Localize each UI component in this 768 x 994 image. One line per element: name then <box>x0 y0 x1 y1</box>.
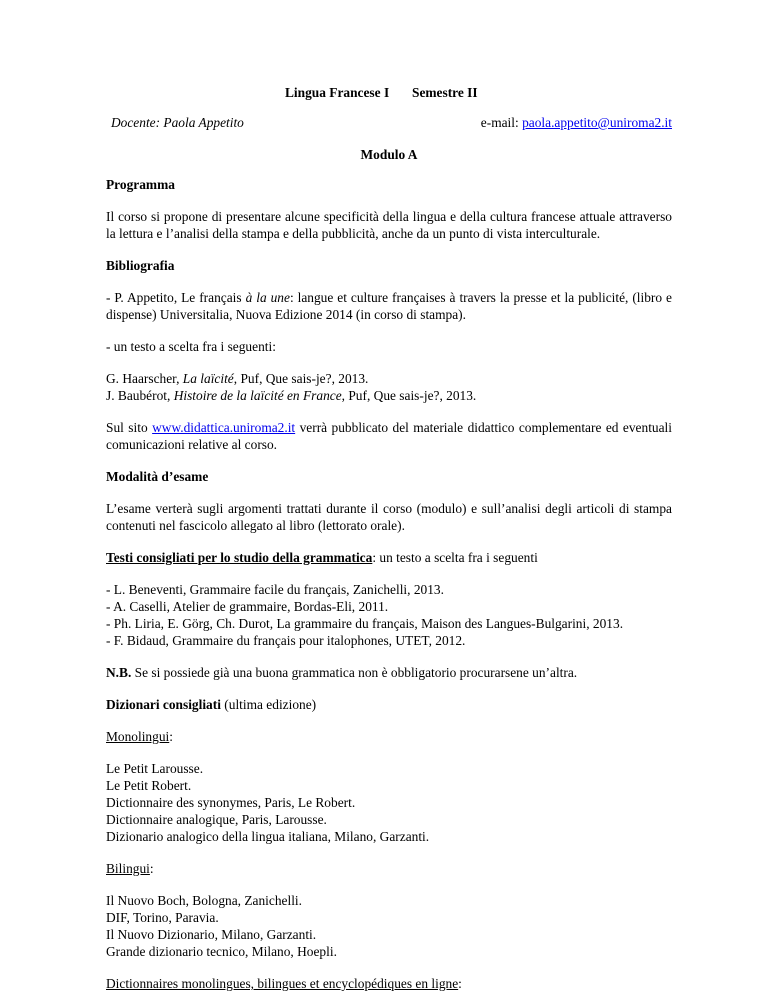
programma-heading: Programma <box>106 177 175 192</box>
grammatica-list <box>106 581 672 649</box>
list-item: - F. Bidaud, Grammaire du français pour italophones, UTET, 2012. <box>106 633 466 648</box>
ref-details: , Puf, Que sais-je?, 2013. <box>233 371 369 386</box>
site-link[interactable]: www.didattica.uniroma2.it <box>152 420 296 435</box>
dizionari-suffix: (ultima edizione) <box>220 697 317 712</box>
ref-details: , Puf, Que sais-je?, 2013. <box>341 388 477 403</box>
nb-label: N.B. <box>106 665 132 680</box>
bibliografia-choice: - un testo a scelta fra i seguenti: <box>106 339 276 354</box>
bibliografia-heading: Bibliografia <box>106 258 175 273</box>
course-header <box>106 84 672 102</box>
email-link[interactable]: paola.appetito@uniroma2.it <box>522 115 672 130</box>
dizionari-title: Dizionari consigliati <box>106 697 221 712</box>
nb-note <box>106 664 672 681</box>
monolingui-list <box>106 760 672 845</box>
list-item: - A. Caselli, Atelier de grammaire, Bordas-Eli, 2011. <box>106 599 389 614</box>
module-title: Modulo A <box>360 147 418 162</box>
bilingui-heading: Bilingui: <box>106 861 154 876</box>
grammatica-heading <box>106 549 672 566</box>
course-title: Lingua Francese I <box>285 85 390 100</box>
bilingui-label: Bilingui <box>106 861 150 876</box>
site-notice <box>106 419 672 453</box>
email-label: e-mail: <box>480 115 523 130</box>
email-line <box>481 114 672 131</box>
list-item: Dictionnaire analogique, Paris, Larousse. <box>106 812 327 827</box>
ref-author: J. Baubérot, <box>106 388 174 403</box>
grammatica-suffix: : un testo a scelta fra i seguenti <box>372 550 538 565</box>
list-item: Il Nuovo Boch, Bologna, Zanichelli. <box>106 893 302 908</box>
list-item: Grande dizionario tecnico, Milano, Hoepli. <box>106 944 337 959</box>
site-text: Sul sito <box>106 420 153 435</box>
online-label: Dictionnaires monolingues, bilingues et encyclopédiques en ligne <box>106 976 459 991</box>
bibliografia-refs <box>106 370 672 404</box>
docente-name: Docente: Paola Appetito <box>111 115 244 130</box>
esame-text: L’esame verterà sugli argomenti trattati durante il corso (modulo) e sull’analisi degli articoli di stampa contenuti nel fascicolo allegato al libro (lettorato orale). <box>106 501 672 533</box>
nb-text: Se si possiede già una buona grammatica non è obbligatorio procurarsene un’altra. <box>131 665 578 680</box>
list-item: Dictionnaire des synonymes, Paris, Le Robert. <box>106 795 356 810</box>
programma-text: Il corso si propone di presentare alcune specificità della lingua e della cultura francese attuale attraverso la lettura e l’analisi della stampa e della pubblicità, anche da un punto di vista interculturale. <box>106 209 672 241</box>
semester-label: Semestre II <box>412 85 478 100</box>
online-heading: Dictionnaires monolingues, bilingues et encyclopédiques en ligne: <box>106 976 462 991</box>
monolingui-heading: Monolingui: <box>106 729 173 744</box>
ref-item <box>106 370 672 387</box>
ref-author: G. Haarscher, <box>106 371 183 386</box>
site-text: verrà pubblicato del materiale didattico complementare ed eventuali comunicazioni relative al corso. <box>106 420 672 452</box>
list-item: Le Petit Larousse. <box>106 761 204 776</box>
list-item: Dizionario analogico della lingua italiana, Milano, Garzanti. <box>106 829 430 844</box>
entry-title: à la une <box>245 290 290 305</box>
docente-row <box>106 114 672 132</box>
bilingui-list <box>106 892 672 960</box>
grammatica-title: Testi consigliati per lo studio della grammatica <box>106 550 373 565</box>
list-item: - Ph. Liria, E. Görg, Ch. Durot, La grammaire du français, Maison des Langues-Bulgarini, 2013. <box>106 616 624 631</box>
document-body <box>106 176 672 992</box>
dizionari-heading <box>106 696 672 713</box>
list-item: - L. Beneventi, Grammaire facile du français, Zanichelli, 2013. <box>106 582 444 597</box>
ref-title: Histoire de la laïcité en France <box>173 388 342 403</box>
list-item: DIF, Torino, Paravia. <box>106 910 219 925</box>
monolingui-label: Monolingui <box>106 729 170 744</box>
esame-heading: Modalità d’esame <box>106 469 209 484</box>
list-item: Il Nuovo Dizionario, Milano, Garzanti. <box>106 927 317 942</box>
ref-item <box>106 387 672 404</box>
bibliografia-entry <box>106 289 672 323</box>
entry-text: : langue et culture françaises à travers la presse et la publicité, (libro e dispense) Universitalia, Nuova Edizione 2014 (in corso di stampa). <box>106 290 672 322</box>
ref-title: La laïcité <box>182 371 234 386</box>
list-item: Le Petit Robert. <box>106 778 192 793</box>
entry-text: - P. Appetito, Le français <box>106 290 246 305</box>
